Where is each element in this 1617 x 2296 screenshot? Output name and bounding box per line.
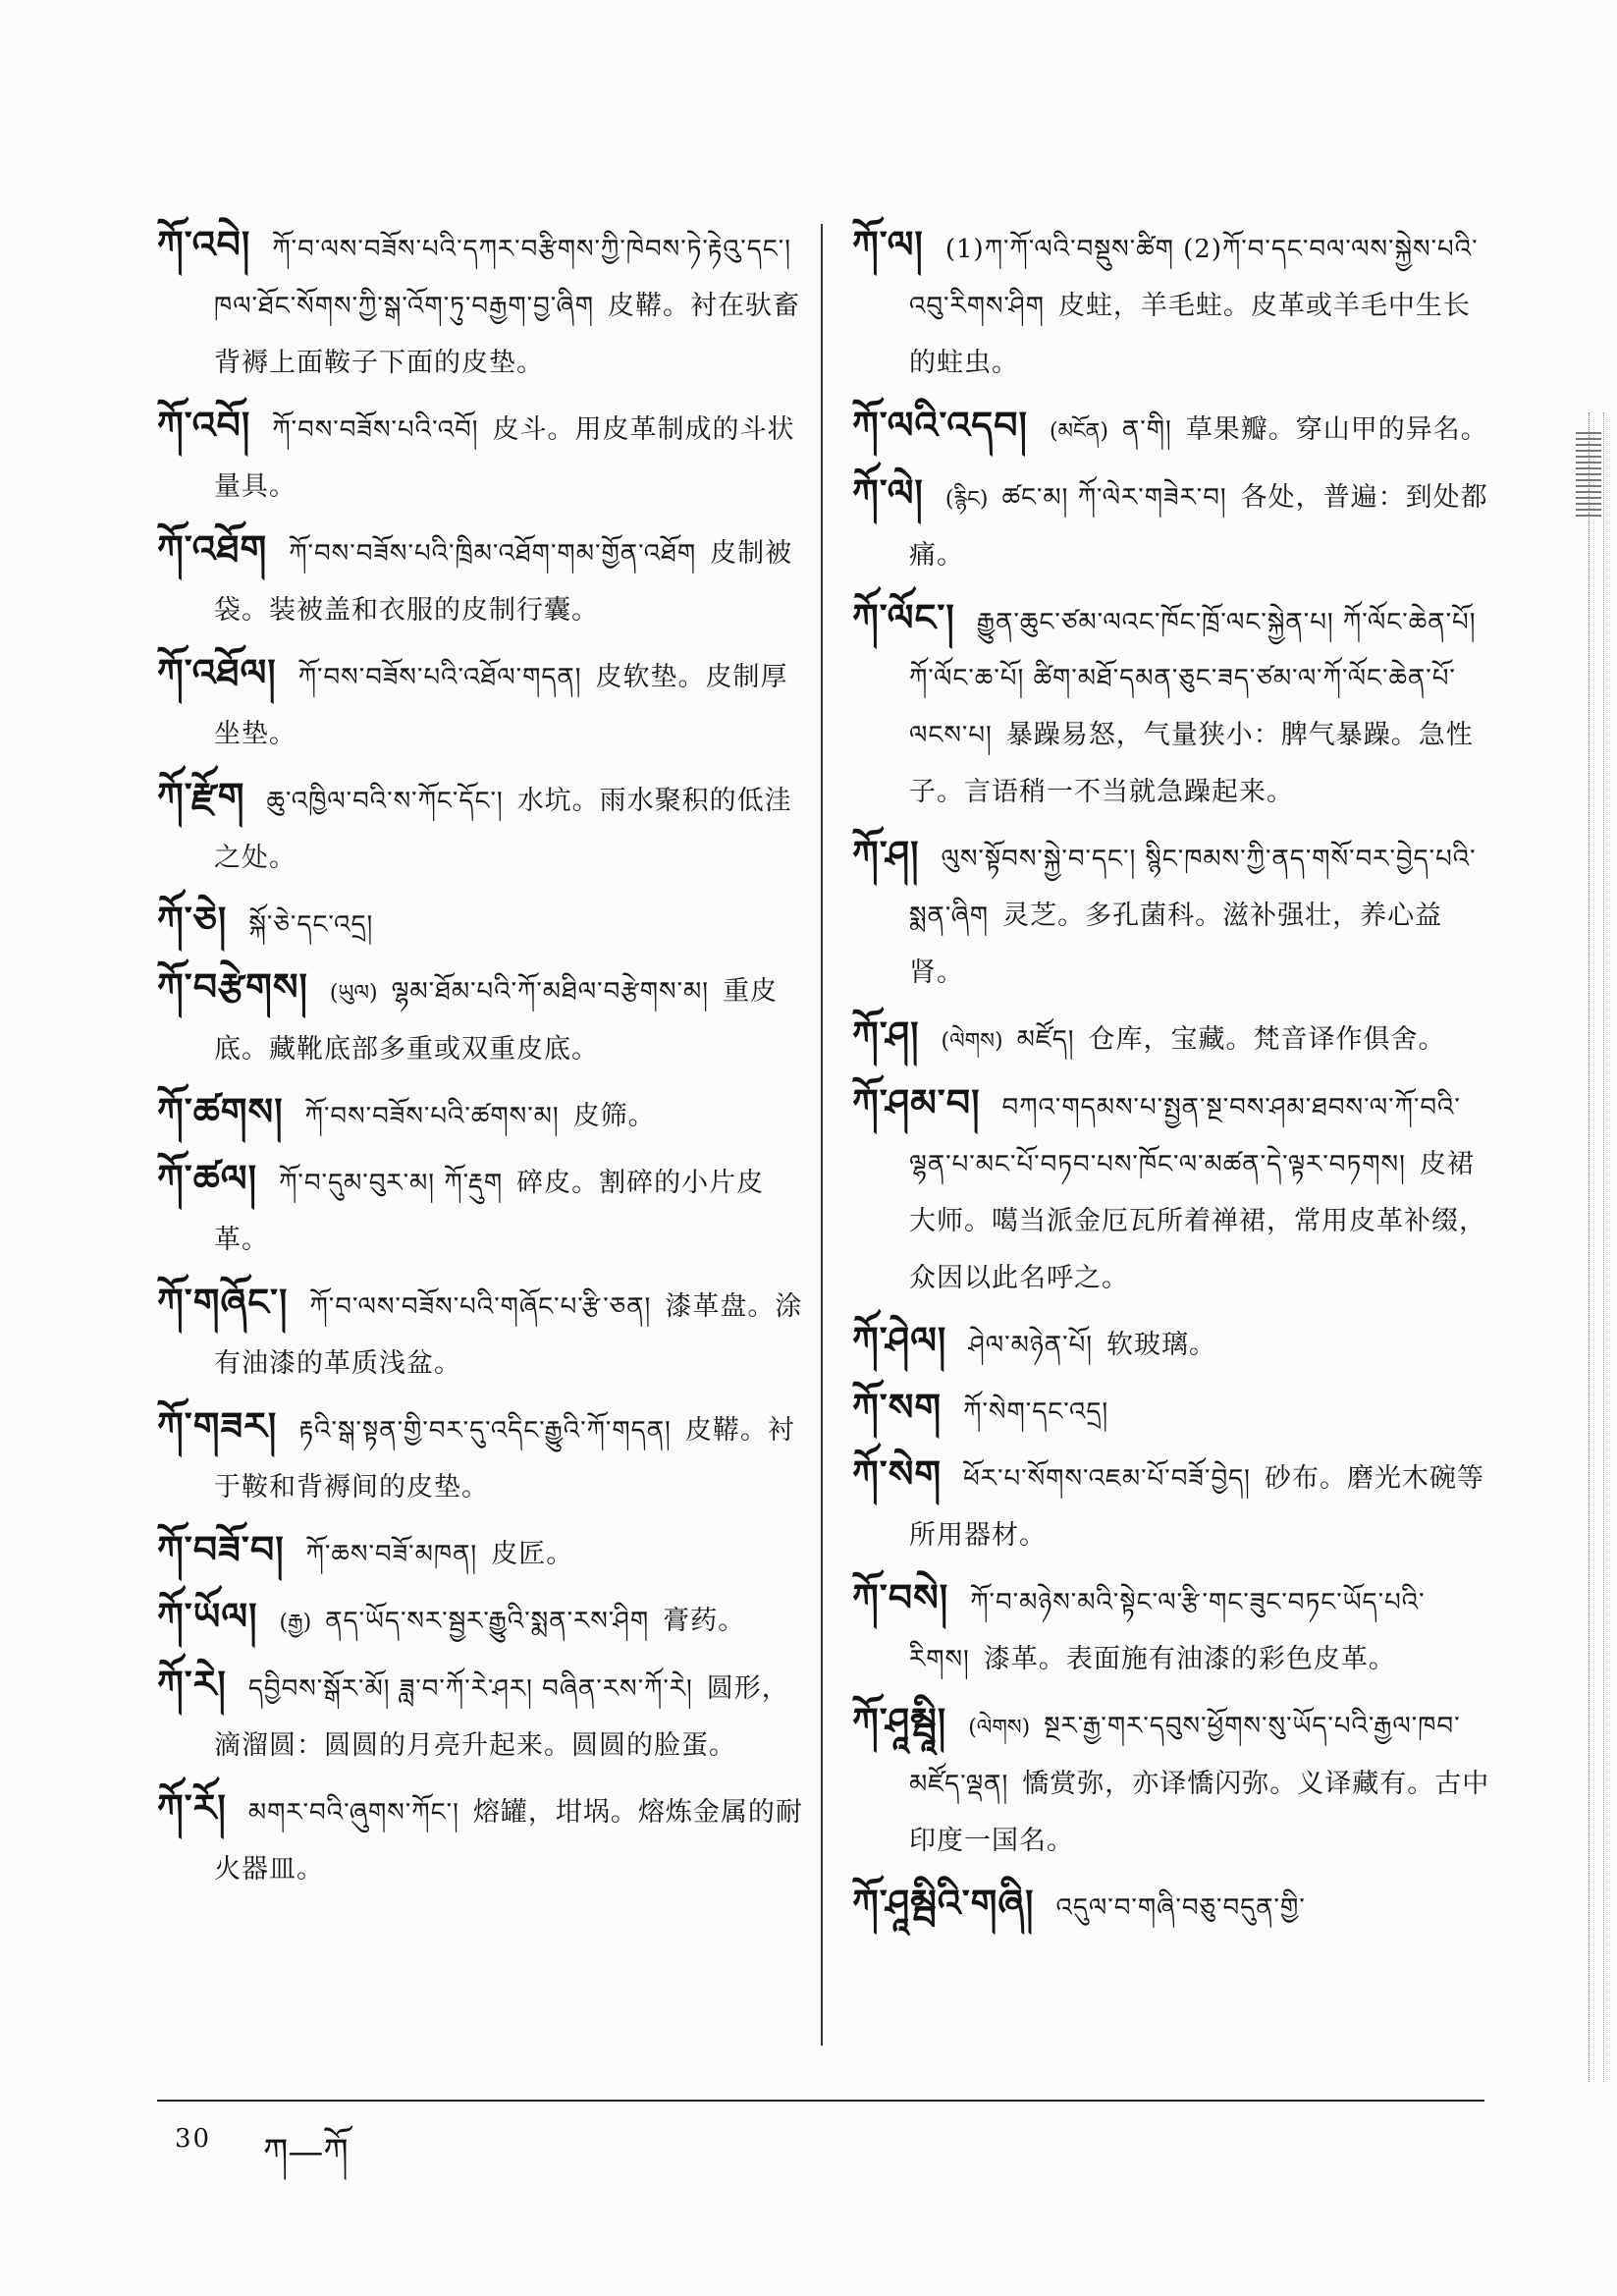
tibetan-definition: (1)ཀ་ཀོ་ལའི་བསྡུས་ཚིག (2)ཀོ་བ་དང་བལ་ལས་སྐྱེས་པའི་འབུ་རིགས་ཤིག [909, 235, 1479, 321]
dictionary-entry [852, 397, 1490, 460]
headword: ཀོ་རྫོག [157, 774, 245, 818]
tibetan-definition: ལུས་སྟོབས་སྐྱེ་བ་དང་། སྙིང་ཁམས་ཀྱི་ནད་གསོ་བར་བྱེད་པའི་སྨན་ཞིག [909, 845, 1477, 931]
tibetan-definition: རྟའི་སྒ་སྟན་གྱི་བར་དུ་འདིང་རྒྱུའི་ཀོ་གདན། [298, 1416, 672, 1446]
dictionary-entry [852, 216, 1490, 392]
page-number: 30 [175, 2124, 212, 2154]
tibetan-definition: དབྱིབས་སྒོར་མོ། ཟླ་བ་ཀོ་རེ་ཤར། བཞིན་རས་ཀོ་རེ། [247, 1674, 693, 1704]
scan-edge-marks [1589, 412, 1604, 2082]
headword: ཀོ་ཤེལ། [852, 1318, 947, 1362]
dictionary-entry [157, 1521, 805, 1583]
headword: ཀོ་ཚགས། [157, 1089, 284, 1133]
tibetan-definition: ཆུ་འཁྱིལ་བའི་ས་ཀོང་དོང་། [266, 787, 504, 816]
chinese-definition: 憍赏弥，亦译憍闪弥。义译藏有。古中印度一国名。 [909, 1769, 1490, 1856]
headword: ཀོ་ཤམ་བ། [852, 1080, 981, 1124]
chinese-definition: 皮软垫。皮制厚坐垫。 [214, 662, 788, 749]
chinese-definition: 水坑。雨水聚积的低洼之处。 [214, 786, 792, 873]
headword: ཀོ་འབོ། [157, 403, 251, 447]
tibetan-definition: བཀའ་གདམས་པ་སྤྱན་སྔ་བས་ཤམ་ཐབས་ལ་ཀོ་བའི་ལྷན་པ་མང་པོ་བཏབ་པས་ཁོང་ལ་མཚན་དེ་ལྟར་བཏགས། [909, 1093, 1461, 1179]
dictionary-entry [157, 1656, 805, 1775]
dictionary-entry [852, 1875, 1490, 1937]
chinese-definition: 熔罐，坩埚。熔炼金属的耐火器皿。 [214, 1797, 803, 1885]
headword: ཀོ་བརྩེགས། [157, 964, 308, 1009]
tibetan-definition: ཀོ་བས་བཟོས་པའི་ཚགས་མ། [304, 1102, 560, 1131]
chinese-definition: 各处，普遍：到处都痛。 [909, 482, 1488, 571]
grammar-label: (རྒྱ) [279, 1611, 312, 1635]
grammar-label: (ཡུལ) [329, 981, 378, 1006]
tibetan-definition: འདུལ་བ་གཞི་བཅུ་བདུན་གྱི་ [1055, 1893, 1306, 1923]
chinese-definition: 重皮底。藏靴底部多重或双重皮底。 [214, 976, 779, 1065]
headword: ཀོ་ཤཱམྦིའི་གཞི། [852, 1881, 1035, 1925]
tibetan-definition: སྔར་རྒྱ་གར་དབུས་ཕྱོགས་སུ་ཡོད་པའི་རྒྱལ་ཁབ་མཛོད་ལྡན། [909, 1712, 1461, 1799]
chinese-definition: 草果瓣。穿山甲的异名。 [1185, 414, 1488, 445]
dictionary-entry [852, 1693, 1490, 1870]
tibetan-definition: སྐོ་ཅེ་དང་འདྲ། [248, 910, 374, 940]
headword: ཀོ་ཚལ། [157, 1156, 258, 1200]
dictionary-entry [157, 216, 805, 392]
dictionary-entry [852, 465, 1490, 584]
dictionary-entry [852, 826, 1490, 1002]
dictionary-entry [852, 1569, 1490, 1688]
chinese-definition: 漆革盘。涂有油漆的革质浅盆。 [214, 1291, 803, 1379]
chinese-definition: 漆革。表面施有油漆的彩色皮革。 [983, 1644, 1396, 1674]
grammar-label: (ལེགས) [941, 1029, 1003, 1054]
headword: ཀོ་ལོང་། [852, 595, 955, 639]
tibetan-definition: ཀོ་བས་བཟོས་པའི་ཁྲིམ་འཐོག་གམ་གྱོན་འཐོག [289, 539, 697, 569]
chinese-definition: 皮鞯。衬于鞍和背褥间的皮垫。 [214, 1415, 795, 1503]
headword: ཀོ་གཟར། [157, 1403, 278, 1448]
chinese-definition: 皮鞯。衬在驮畜背褥上面鞍子下面的皮垫。 [214, 291, 800, 378]
tibetan-definition: ཀོ་ཆས་བཟོ་མཁན། [305, 1540, 478, 1569]
tibetan-definition: མཛོད། [1016, 1025, 1075, 1055]
dictionary-entry [852, 1312, 1490, 1374]
tibetan-definition: ཀོ་བ་ལས་བཟོས་པའི་དཀར་བརྩིགས་ཀྱི་ཁེབས་ཏེ་རྟེའུ་དང་། ཁལ་ཐོང་སོགས་ཀྱི་སྒ་འོག་ཏུ་བརྒྱག་བྱ་ཞིག [214, 235, 792, 321]
chinese-definition: 皮裙大师。噶当派金厄瓦所着禅裙，常用皮革补缀，众因以此名呼之。 [909, 1149, 1486, 1293]
chinese-definition: 圆形，滴溜圆：圆圆的月亮升起来。圆圆的脸蛋。 [214, 1673, 789, 1761]
chinese-definition: 皮蛀，羊毛蛀。皮革或羊毛中生长的蛀虫。 [909, 291, 1471, 378]
tibetan-definition: ཀོ་བ་དུམ་བུར་མ། ཀོ་རྡུག [279, 1169, 504, 1198]
chinese-definition: 砂布。磨光木碗等所用器材。 [909, 1463, 1484, 1551]
right-column [852, 216, 1490, 1941]
tibetan-definition: རྒྱུན་ཆུང་ཙམ་ལའང་ཁོང་ཁྲོ་ལང་སྐྱེན་པ། ཀོ་ལོང་ཆེན་པོ། ཀོ་ལོང་ཆ་པོ། ཚིག་མཐོ་དམན་ཅུང་ཟད་ཙམ་ལ་ཀོ་ལོང་ཆེན་པོ་ལངས་པ། [909, 608, 1477, 750]
column-divider [821, 224, 823, 2046]
grammar-label: (རྙིང) [944, 487, 989, 512]
headword: ཀོ་ཡོལ། [157, 1594, 258, 1638]
headword: ཀོ་བསེ། [852, 1575, 949, 1619]
dictionary-entry [852, 1379, 1490, 1441]
tibetan-definition: ནད་ཡོད་སར་སྦྱར་རྒྱུའི་སྨན་རས་ཤིག [325, 1607, 650, 1636]
headword: ཀོ་སག [852, 1385, 943, 1429]
footer-rule [157, 2100, 1484, 2102]
headword: ཀོ་ཤ། [852, 1012, 920, 1057]
dictionary-entry [157, 1397, 805, 1516]
headword: ཀོ་ཤ། [852, 832, 920, 876]
scan-edge-tick [1576, 432, 1601, 520]
chinese-definition: 皮制被袋。装被盖和衣服的皮制行囊。 [214, 538, 793, 626]
chinese-definition: 碎皮。割碎的小片皮革。 [214, 1168, 765, 1255]
headword: ཀོ་ཤཱམྦཱི། [852, 1699, 947, 1743]
left-column [157, 216, 805, 1903]
headword: ཀོ་ལེ། [852, 470, 924, 515]
headword: ཀོ་རོ། [157, 1785, 227, 1830]
headword: ཀོ་རེ། [157, 1662, 227, 1706]
chinese-definition: 灵芝。多孔菌科。滋补强壮，养心益肾。 [909, 901, 1443, 988]
dictionary-entry [157, 1588, 805, 1651]
dictionary-entry [852, 589, 1490, 821]
chinese-definition: 皮筛。 [572, 1101, 656, 1131]
dictionary-entry [157, 644, 805, 763]
headword: ཀོ་ལ། [852, 222, 924, 266]
tibetan-definition: ལྷམ་ཐོམ་པའི་ཀོ་མཐིལ་བརྩེགས་མ། [391, 977, 710, 1007]
headword: ཀོ་འབེ། [157, 222, 251, 266]
dictionary-entry [157, 892, 805, 954]
tibetan-definition: ཀོ་བ་མཉེས་མའི་སྟེང་ལ་རྩི་གང་ཟུང་བཏང་ཡོད་པའི་རིགས། [909, 1588, 1426, 1674]
headword: ཀོ་ལའི་འདབ། [852, 403, 1028, 447]
tibetan-definition: ཤེལ་མཉེན་པོ། [968, 1331, 1094, 1360]
tibetan-definition: མགར་བའི་ཞུགས་ཀོང་། [247, 1798, 459, 1828]
guide-words: ཀ—ཀོ [263, 2132, 349, 2172]
dictionary-entry [852, 1007, 1490, 1069]
dictionary-entry [157, 1150, 805, 1269]
tibetan-definition: ཀོ་བས་བཟོས་པའི་འབོ། [272, 415, 479, 445]
chinese-definition: 皮匠。 [491, 1539, 574, 1569]
chinese-definition: 暴躁易怒，气量狭小：脾气暴躁。急性子。言语稍一不当就急躁起来。 [909, 720, 1474, 807]
headword: ཀོ་འཐོལ། [157, 650, 277, 694]
tibetan-definition: ཀོ་སེག་དང་འདྲ། [963, 1397, 1109, 1427]
tibetan-definition: ཀོ་བས་བཟོས་པའི་འཐོལ་གདན། [297, 663, 582, 692]
dictionary-entry [157, 1274, 805, 1393]
dictionary-entry [852, 1446, 1490, 1564]
chinese-definition: 软玻璃。 [1106, 1330, 1217, 1360]
headword: ཀོ་བཟོ་བ། [157, 1527, 285, 1571]
tibetan-definition: ཚང་མ། ཀོ་ལེར་གཟེར་བ། [1001, 483, 1227, 513]
headword: ཀོ་འཐོག [157, 526, 268, 571]
headword: ཀོ་གཞོང་། [157, 1280, 289, 1324]
dictionary-entry [157, 958, 805, 1078]
headword: ཀོ་སེག [852, 1451, 943, 1496]
chinese-definition: 皮斗。用皮革制成的斗状量具。 [214, 414, 795, 502]
chinese-definition: 膏药。 [663, 1606, 746, 1636]
tibetan-definition: ན་གི། [1121, 415, 1172, 445]
headword: ཀོ་ཅེ། [157, 898, 228, 942]
dictionary-entry [157, 1779, 805, 1898]
tibetan-definition: ཀོ་བ་ལས་བཟོས་པའི་གཞོང་པ་རྩི་ཅན། [309, 1292, 652, 1322]
dictionary-entry [852, 1074, 1490, 1307]
grammar-label: (མངོན) [1049, 419, 1108, 444]
dictionary-entry [157, 397, 805, 516]
dictionary-entry [157, 768, 805, 887]
dictionary-entry [157, 1083, 805, 1145]
tibetan-definition: ཕོར་པ་སོགས་འཇམ་པོ་བཟོ་བྱེད། [963, 1464, 1251, 1494]
grammar-label: (ལེགས) [968, 1716, 1031, 1740]
dictionary-entry [157, 520, 805, 639]
chinese-definition: 仓库，宝藏。梵音译作俱舍。 [1088, 1024, 1446, 1055]
